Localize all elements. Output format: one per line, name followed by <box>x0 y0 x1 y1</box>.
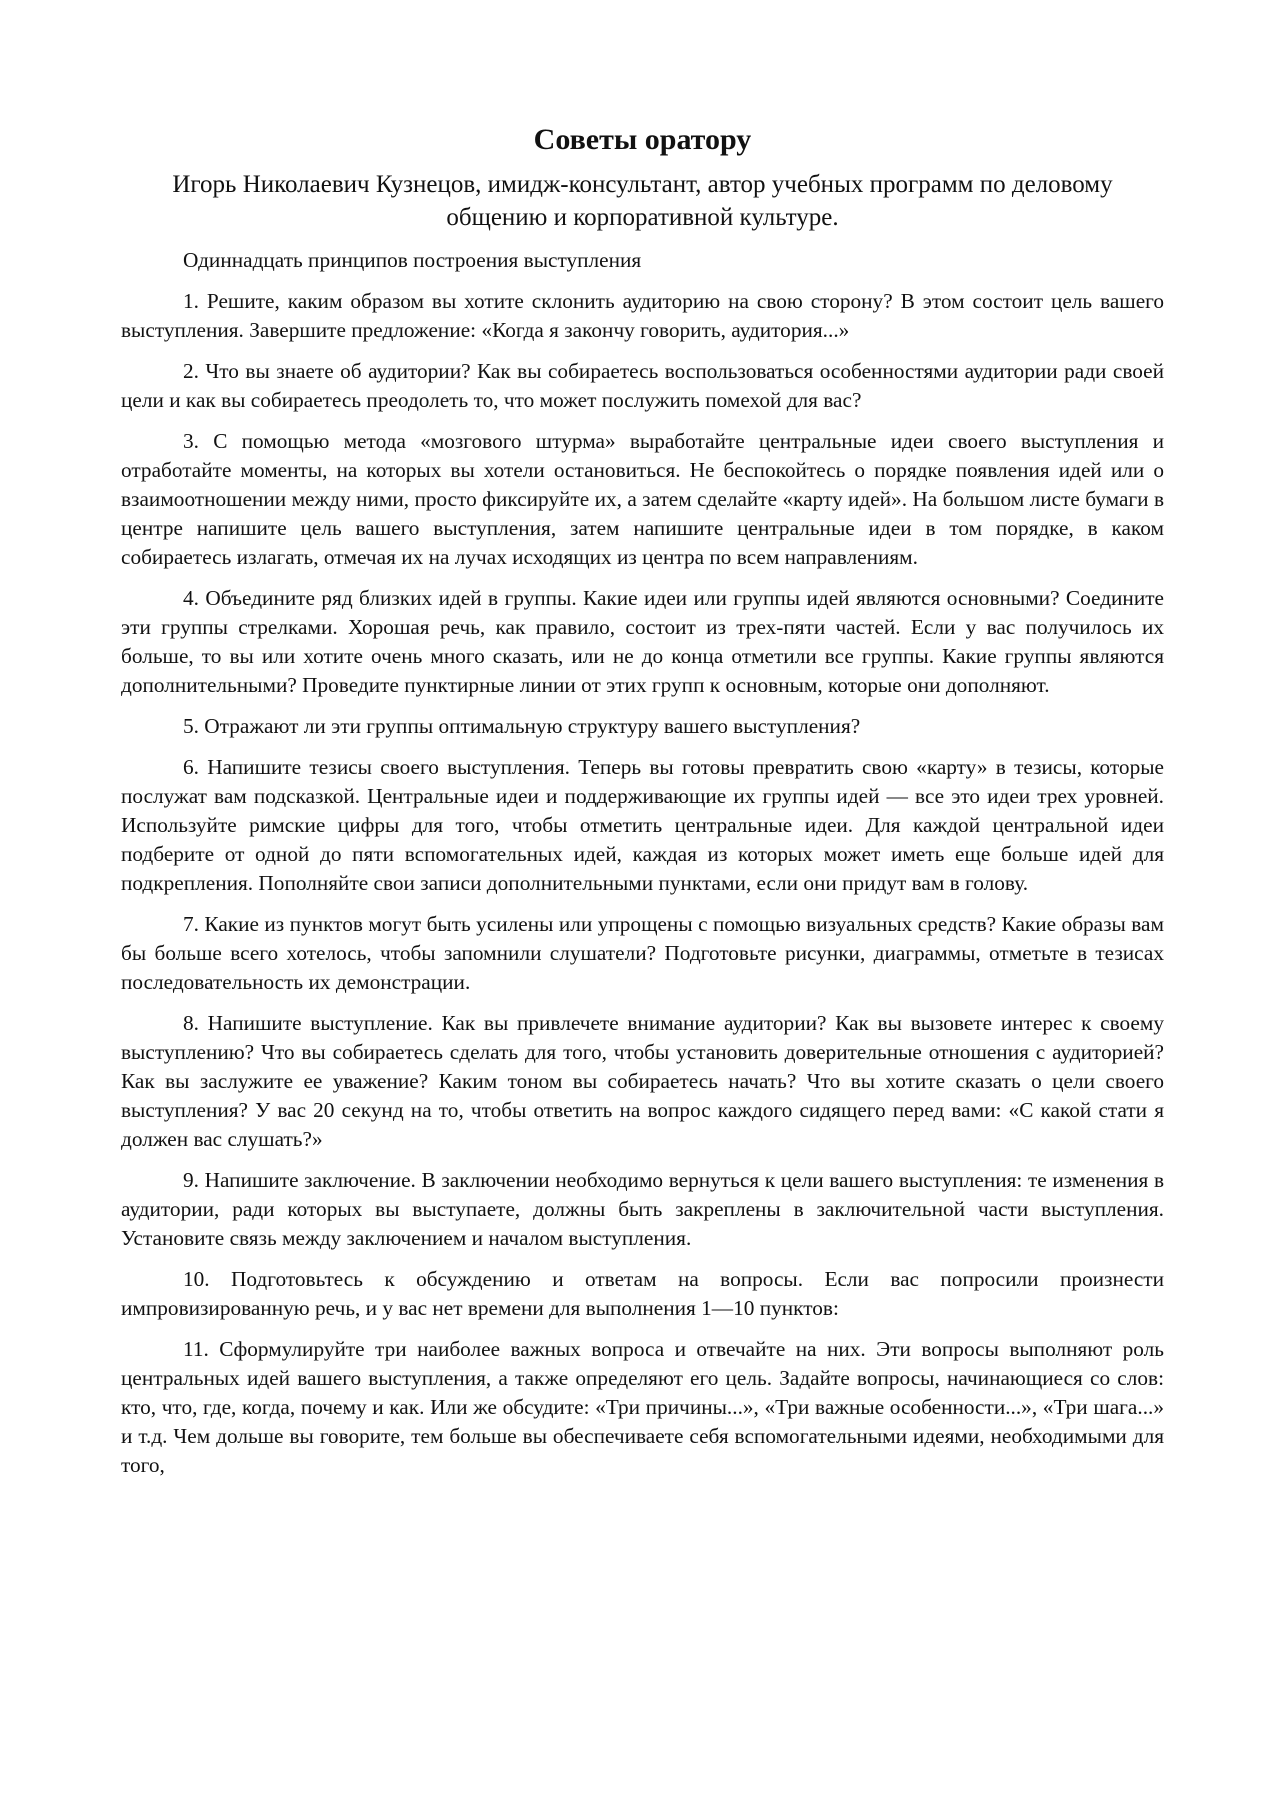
paragraph-8: 8. Напишите выступление. Как вы привлечете внимание аудитории? Как вы вызовете интерес к своему выступлению? Что вы собираетесь сделать для того, чтобы установить доверительные отношения с аудиторией? Как вы заслужите ее уважение? Каким тоном вы собираетесь начать? Что вы хотите сказать о цели своего выступления? У вас 20 секунд на то, чтобы ответить на вопрос каждого сидящего перед вами: «С какой стати я должен вас слушать?» <box>121 1011 1164 1151</box>
paragraph-7: 7. Какие из пунктов могут быть усилены или упрощены с помощью визуальных средств? Какие образы вам бы больше всего хотелось, чтобы запомнили слушатели? Подготовьте рисунки, диаграммы, отметьте в тезисах последовательность их демонстрации. <box>121 912 1164 994</box>
paragraph-3: 3. С помощью метода «мозгового штурма» выработайте центральные идеи своего выступления и отработайте моменты, на которых вы хотели остановиться. Не беспокойтесь о порядке появления идей или о взаимоотношении между ними, просто фиксируйте их, а затем сделайте «карту идей». На большом листе бумаги в центре напишите цель вашего выступления, затем напишите центральные идеи в том порядке, в каком собираетесь излагать, отмечая их на лучах исходящих из центра по всем направлениям. <box>121 429 1164 569</box>
paragraph-10: 10. Подготовьтесь к обсуждению и ответам на вопросы. Если вас попросили произнести импровизированную речь, и у вас нет времени для выполнения 1—10 пунктов: <box>121 1267 1164 1320</box>
paragraph-11: 11. Сформулируйте три наиболее важных вопроса и отвечайте на них. Эти вопросы выполняют роль центральных идей вашего выступления, а также определяют его цель. Задайте вопросы, начинающиеся со слов: кто, что, где, когда, почему и как. Или же обсудите: «Три причины...», «Три важные особенности...», «Три шага...» и т.д. Чем дольше вы говорите, тем больше вы обеспечиваете себя вспомогательными идеями, необходимыми для того, <box>121 1337 1164 1477</box>
paragraph-6: 6. Напишите тезисы своего выступления. Теперь вы готовы превратить свою «карту» в тезисы, которые послужат вам подсказкой. Центральные идеи и поддерживающие их группы идей — все это идеи трех уровней. Используйте римские цифры для того, чтобы отметить центральные идеи. Для каждой центральной идеи подберите от одной до пяти вспомогательных идей, каждая из которых может иметь еще больше идей для подкрепления. Пополняйте свои записи дополнительными пунктами, если они придут вам в голову. <box>121 755 1164 895</box>
author-line: Игорь Николаевич Кузнецов, имидж-консультант, автор учебных программ по деловому общению и корпоративной культуре. <box>172 171 1113 231</box>
document-page <box>121 120 1164 1492</box>
paragraph-2: 2. Что вы знаете об аудитории? Как вы собираетесь воспользоваться особенностями аудитории ради своей цели и как вы собираетесь преодолеть то, что может послужить помехой для вас? <box>121 359 1164 412</box>
section-heading: Одиннадцать принципов построения выступления <box>183 248 642 272</box>
paragraph-9: 9. Напишите заключение. В заключении необходимо вернуться к цели вашего выступления: те изменения в аудитории, ради которых вы выступаете, должны быть закреплены в заключительной части выступления. Установите связь между заключением и началом выступления. <box>121 1168 1164 1250</box>
document-title: Советы оратору <box>533 123 752 156</box>
paragraph-1: 1. Решите, каким образом вы хотите склонить аудиторию на свою сторону? В этом состоит цель вашего выступления. Завершите предложение: «Когда я закончу говорить, аудитория...» <box>121 289 1164 342</box>
paragraph-5: 5. Отражают ли эти группы оптимальную структуру вашего выступления? <box>183 714 861 738</box>
paragraph-4: 4. Объедините ряд близких идей в группы. Какие идеи или группы идей являются основными? Соедините эти группы стрелками. Хорошая речь, как правило, состоит из трех-пяти частей. Если у вас получилось их больше, то вы или хотите очень много сказать, или не до конца отметили все группы. Какие группы являются дополнительными? Проведите пунктирные линии от этих групп к основным, которые они дополняют. <box>121 586 1164 697</box>
